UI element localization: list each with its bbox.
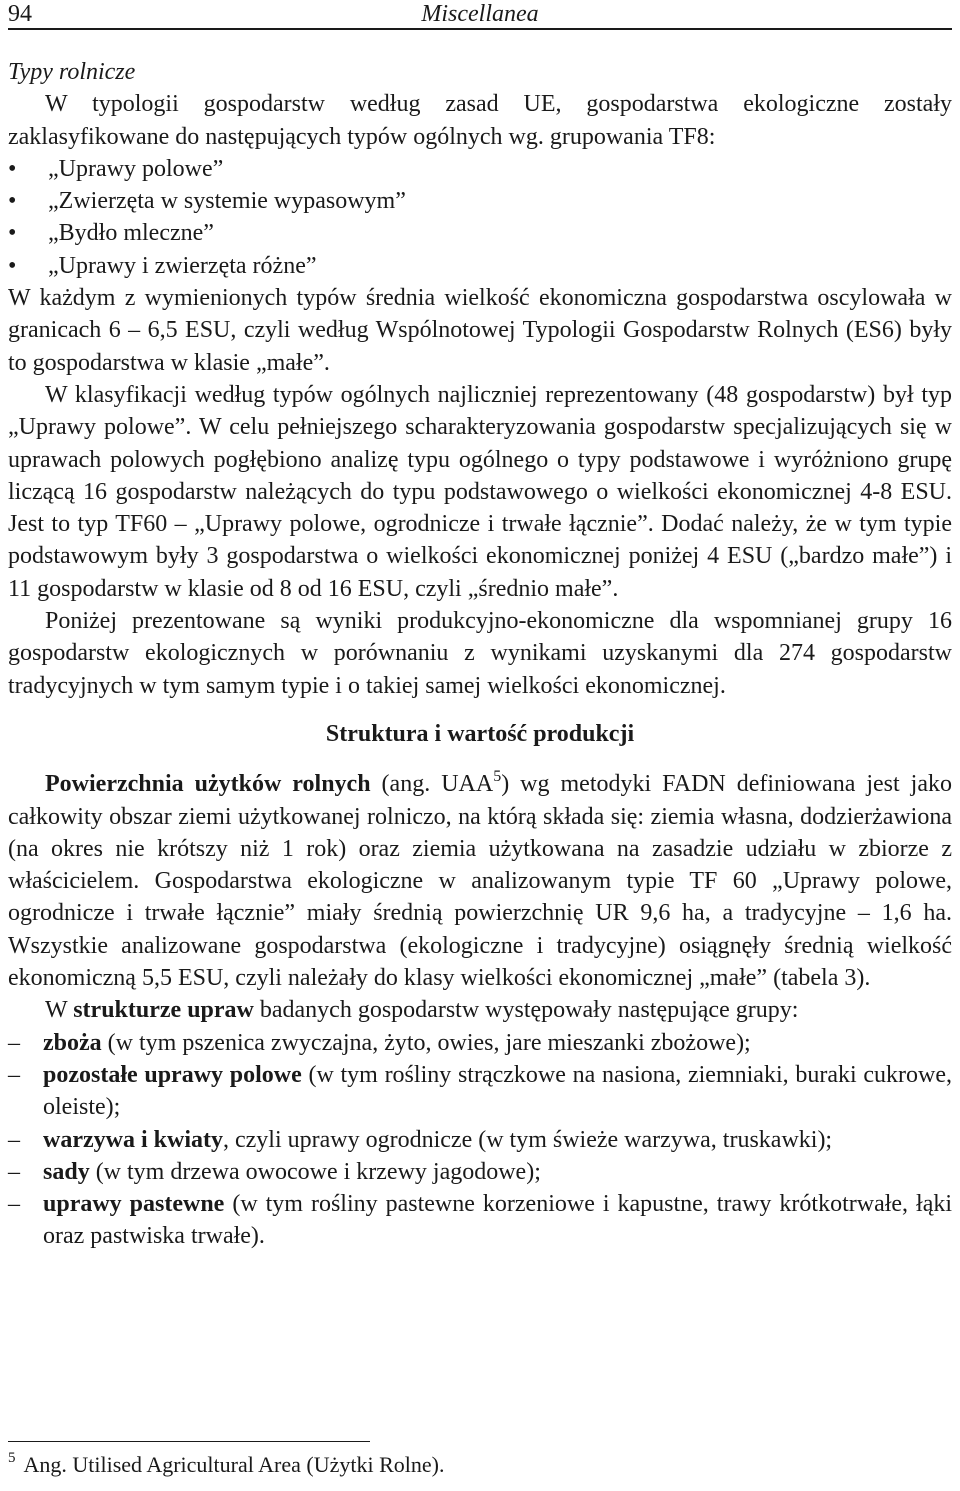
uaa-lead: (ang. UAA (370, 771, 494, 798)
list-item (8, 1124, 952, 1156)
uaa-definition: ) wg metodyki FADN definiowana jest jako całkowity obszar ziemi użytkowanej rolniczo, na którą składa się: ziemia własna, dodzierżawiona (na okres nie krótszy niż 1 rok) oraz ziemia użytkowana na zasadzie udziału w zbiorze z właścicielem. Gospodarstwa ekologiczne w analizowanym typie TF 60 „Uprawy polowe, ogrodnicze i trwałe łącznie” miały średnią powierzchnię UR 9,6 ha, a tradycyjne – 1,6 ha. Wszystkie analizowane gospodarstwa (ekologiczne i tradycyjne) osiągnęły średnią wielkość ekonomiczną 5,5 ESU, czyli należały do klasy wielkości ekonomicznej „małe” (tabela 3). (8, 771, 952, 992)
list-item (8, 1188, 952, 1253)
intro-paragraph: W typologii gospodarstw według zasad UE, gospodarstwa ekologiczne zostały zaklasyfikowane do następujących typów ogólnych wg. grupowania TF8: (8, 91, 952, 150)
crop-group-desc: (w tym rośliny strączkowe na nasiona, ziemniaki, buraki cukrowe, oleiste); (43, 1061, 952, 1121)
list-item (8, 1059, 952, 1124)
crop-group-desc: (w tym drzewa owocowe i krzewy jagodowe); (89, 1158, 541, 1185)
types-list (8, 153, 952, 282)
crops-intro-post: badanych gospodarstw występowały następujące grupy: (253, 997, 799, 1024)
page-number: 94 (8, 1, 32, 27)
crop-group-desc: (w tym pszenica zwyczajna, żyto, owies, jare mieszanki zbożowe); (101, 1029, 751, 1056)
crop-group-name: sady (43, 1158, 90, 1185)
paragraph-size-class: W każdym z wymienionych typów średnia wielkość ekonomiczna gospodarstwa oscylowała w granicach 6 – 6,5 ESU, czyli według Wspólnotowej Typologii Gospodarstw Rolnych (ES6) były to gospodarstwa w klasie „małe”. (8, 285, 952, 376)
uaa-term: Powierzchnia użytków rolnych (45, 771, 371, 798)
crop-group-name: uprawy pastewne (43, 1191, 225, 1218)
crop-group-desc: , czyli uprawy ogrodnicze (w tym świeże warzywa, truskawki); (222, 1126, 833, 1153)
crops-intro-pre: W (45, 997, 74, 1024)
footnote-separator (8, 1441, 370, 1442)
footnote-reference[interactable]: 5 (493, 768, 502, 786)
list-item (8, 1027, 952, 1059)
paragraph-crop-structure (8, 994, 952, 1026)
crop-groups-list (8, 1027, 952, 1253)
list-item: • „Zwierzęta w systemie wypasowym” (8, 185, 952, 217)
crop-group-name: warzywa i kwiaty (43, 1126, 223, 1153)
footnote-number: 5 (8, 1450, 16, 1466)
section-title: Typy rolnicze (8, 59, 136, 85)
crop-group-name: zboża (43, 1029, 102, 1056)
paragraph-classification: W klasyfikacji według typów ogólnych najliczniej reprezentowany (48 gospodarstw) był typ „Uprawy polowe”. W celu pełniejszego scharakteryzowania gospodarstw specjalizujących się w uprawach polowych pogłębiono analizę typu ogólnego o typy podstawowe i wyróżniono grupę liczącą 16 gospodarstw należących do typu podstawowego o wielkości ekonomicznej 4-8 ESU. Jest to typ TF60 – „Uprawy polowe, ogrodnicze i trwałe łącznie”. Dodać należy, że w tym typie podstawowym były 3 gospodarstwa o wielkości ekonomicznej poniżej 4 ESU („bardzo małe”) i 11 gospodarstw w klasie od 8 od 16 ESU, czyli „średnio małe”. (8, 381, 952, 602)
paragraph-results: Poniżej prezentowane są wyniki produkcyjno-ekonomiczne dla wspomnianej grupy 16 gospodarstw ekologicznych w porównaniu z wynikami uzyskanymi dla 274 gospodarstw tradycyjnych w tym samym typie i o takiej samej wielkości ekonomicznej. (8, 608, 952, 699)
running-header (8, 0, 952, 30)
list-item (8, 1156, 952, 1188)
list-item: • „Uprawy i zwierzęta różne” (8, 250, 952, 282)
crop-group-name: pozostałe uprawy polowe (43, 1061, 302, 1088)
footnote-text: Ang. Utilised Agricultural Area (Użytki Rolne). (23, 1452, 445, 1477)
section-heading: Struktura i wartość produkcji (325, 720, 635, 747)
footnote (8, 1452, 444, 1478)
crops-intro-term: strukturze upraw (73, 997, 254, 1024)
crop-group-desc: (w tym rośliny pastewne korzeniowe i kapustne, trawy krótkotrwałe, łąki oraz pastwiska trwałe). (43, 1191, 953, 1250)
paragraph-uaa (8, 768, 952, 994)
list-item: • „Uprawy polowe” (8, 153, 952, 185)
list-item: • „Bydło mleczne” (8, 217, 952, 249)
running-title: Miscellanea (421, 1, 539, 27)
